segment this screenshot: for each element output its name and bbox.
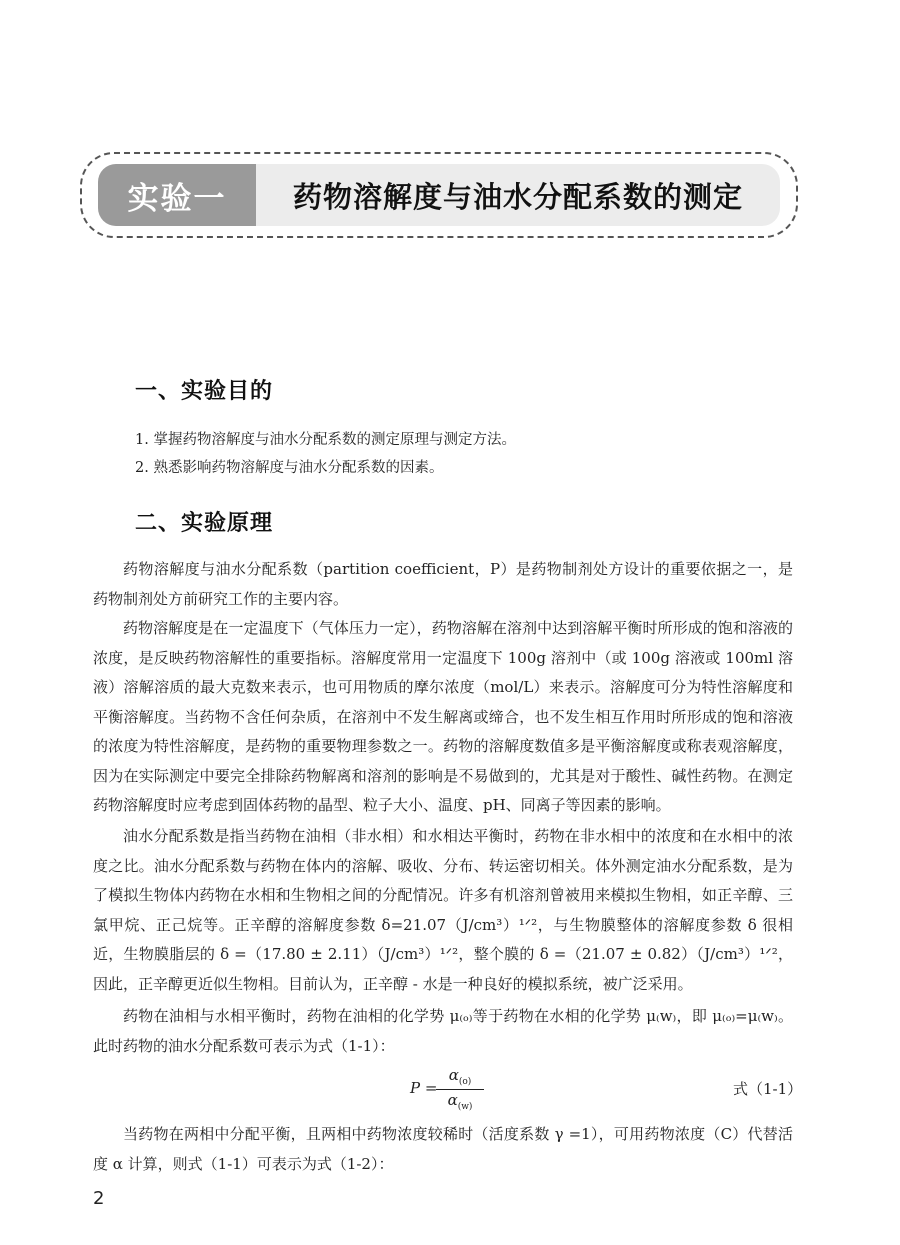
principle-paragraph-4: 药物在油相与水相平衡时，药物在油相的化学势 μ₍ₒ₎等于药物在水相的化学势 μ₍w₎，即 μ₍ₒ₎=μ₍w₎。此时药物的油水分配系数可表示为式（1-1）： [93,1007,793,1055]
section-heading-purpose: 一、实验目的 [135,379,274,404]
chapter-tag: 实验一 [98,164,256,226]
chapter-banner-inner [98,164,780,226]
page-number: 2 [93,1188,105,1209]
formula-numerator: $\alpha_{(o)}$ [448,1066,472,1087]
section-heading-principle: 二、实验原理 [135,511,274,536]
purpose-item-1: 1. 掌握药物溶解度与油水分配系数的测定原理与测定方法。 [135,432,516,448]
principle-paragraph-3: 油水分配系数是指当药物在油相（非水相）和水相达平衡时，药物在非水相中的浓度和在水相中的浓度之比。油水分配系数与药物在体内的溶解、吸收、分布、转运密切相关。体外测定油水分配系数，是为了模拟生物体内药物在水相和生物相之间的分配情况。许多有机溶剂曾被用来模拟生物相，如正辛醇、三氯甲烷、正己烷等。正辛醇的溶解度参数 δ=21.07（J/cm³）¹ᐟ²，与生物膜整体的溶解度参数 δ 很相近，生物膜脂层的 δ =（17.80 ± 2.11）（J/cm³）¹ᐟ²，整个膜的 δ =（21.07 ± 0.82）（J/cm³）¹ᐟ²，因此，正辛醇更近似生物相。目前认为，正辛醇 - 水是一种良好的模拟系统，被广泛采用。 [93,827,793,993]
formula-1-1 [410,1066,530,1114]
principle-paragraph-1: 药物溶解度与油水分配系数（partition coefficient，P）是药物制剂处方设计的重要依据之一，是药物制剂处方前研究工作的主要内容。 [93,560,793,608]
principle-paragraph-2: 药物溶解度是在一定温度下（气体压力一定），药物溶解在溶剂中达到溶解平衡时所形成的饱和溶液的浓度，是反映药物溶解性的重要指标。溶解度常用一定温度下 100g 溶剂中（或 100g 溶液或 100ml 溶液）溶解溶质的最大克数来表示，也可用物质的摩尔浓度（mol/L）来表示。溶解度可分为特性溶解度和平衡溶解度。当药物不含任何杂质，在溶剂中不发生解离或缔合，也不发生相互作用时所形成的饱和溶液的浓度为特性溶解度，是药物的重要物理参数之一。药物的溶解度数值多是平衡溶解度或称表观溶解度，因为在实际测定中要完全排除药物解离和溶剂的影响是不易做到的，尤其是对于酸性、碱性药物。在测定药物溶解度时应考虑到固体药物的晶型、粒子大小、温度、pH、同离子等因素的影响。 [93,619,793,814]
principle-paragraph-5: 当药物在两相中分配平衡，且两相中药物浓度较稀时（活度系数 γ =1），可用药物浓度（C）代替活度 α 计算，则式（1-1）可表示为式（1-2）： [93,1125,793,1173]
chapter-banner [80,152,798,238]
formula-label: 式（1-1） [733,1080,803,1098]
formula-fraction [436,1066,484,1113]
fraction-bar [436,1089,484,1090]
formula-denominator: $\alpha_{(w)}$ [447,1091,473,1112]
formula-lhs: P = [410,1079,438,1097]
chapter-title: 药物溶解度与油水分配系数的测定 [292,179,743,214]
purpose-item-2: 2. 熟悉影响药物溶解度与油水分配系数的因素。 [135,460,444,476]
